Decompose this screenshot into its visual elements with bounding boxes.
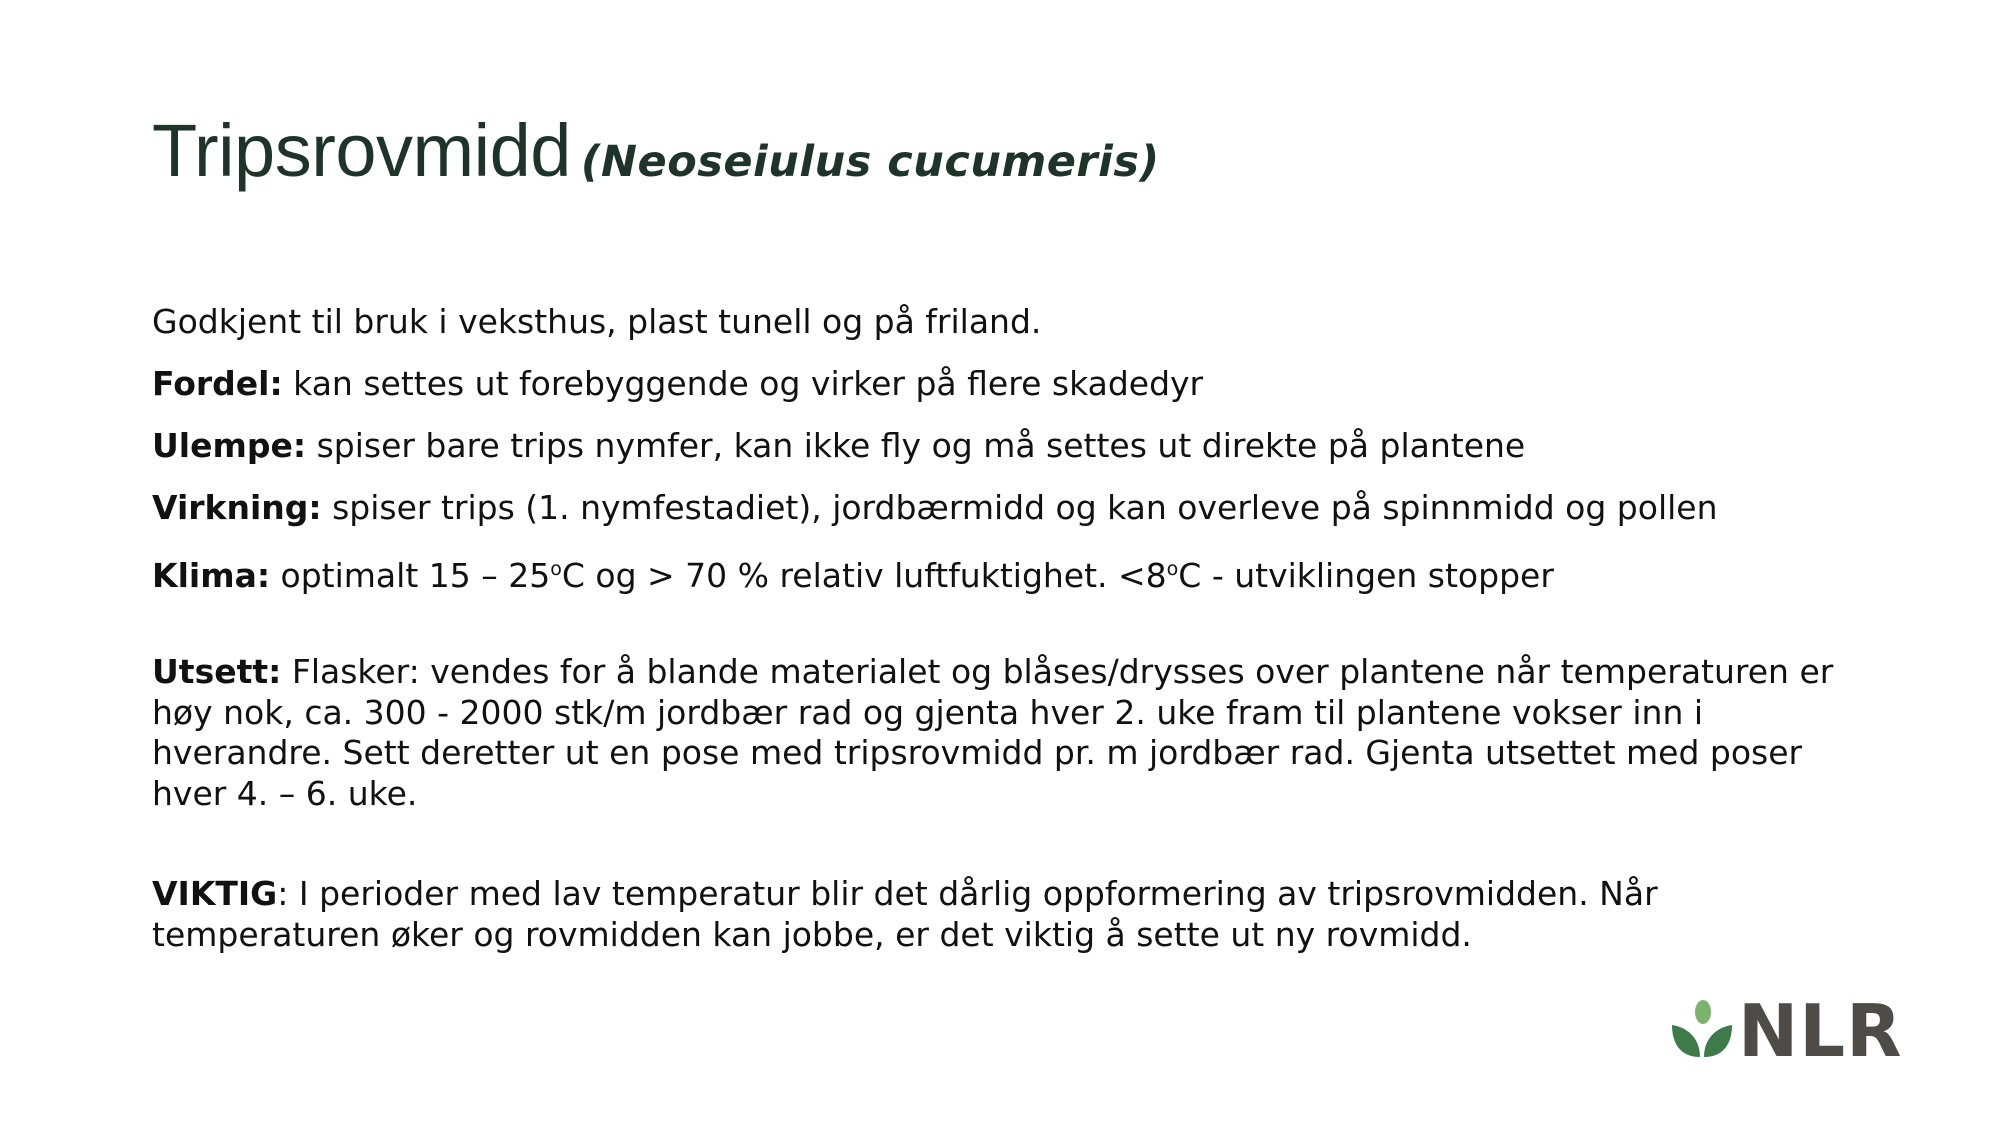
leaf-icon xyxy=(1670,999,1734,1063)
disadvantage-text: spiser bare trips nymfer, kan ikke fly og må settes ut direkte på plantene xyxy=(306,426,1526,465)
degree-symbol: o xyxy=(550,558,562,580)
important-text: : I perioder med lav temperatur blir det dårlig oppformering av tripsrovmidden. Når temperaturen øker og rovmidden kan jobbe, er det viktig å sette ut ny rovmidd. xyxy=(152,874,1658,954)
title-latin-name: (Neoseiulus cucumeris) xyxy=(580,137,1160,187)
important-paragraph xyxy=(152,874,1872,955)
leaf-top xyxy=(1695,1000,1711,1024)
leaf-left xyxy=(1672,1025,1700,1057)
climate-label: Klima: xyxy=(152,556,271,595)
page-title xyxy=(152,108,1160,193)
title-common-name: Tripsrovmidd xyxy=(152,109,571,192)
effect-line xyxy=(152,488,1718,528)
disadvantage-label: Ulempe: xyxy=(152,426,307,465)
important-label: VIKTIG xyxy=(152,874,278,913)
advantage-text: kan settes ut forebyggende og virker på flere skadedyr xyxy=(282,364,1204,403)
degree-symbol: o xyxy=(1166,558,1179,580)
leaf-right xyxy=(1704,1025,1732,1057)
climate-text-3: C - utviklingen stopper xyxy=(1178,556,1554,595)
effect-label: Virkning: xyxy=(152,488,322,527)
approval-line xyxy=(152,302,1041,342)
advantage-label: Fordel: xyxy=(152,364,283,403)
disadvantage-line xyxy=(152,426,1525,466)
climate-line xyxy=(152,549,1554,596)
release-text: Flasker: vendes for å blande materialet og blåses/drysses over plantene når temperaturen er høy nok, ca. 300 - 2000 stk/m jordbær rad og gjenta hver 2. uke fram til plantene vokser inn i hverandre. Sett deretter ut en pose med tripsrovmidd pr. m jordbær rad. Gjenta utsettet med poser hver 4. – 6. uke. xyxy=(152,652,1834,813)
release-paragraph xyxy=(152,652,1872,814)
nlr-logo xyxy=(1670,989,1903,1073)
climate-text-2: C og > 70 % relativ luftfuktighet. <8 xyxy=(561,556,1167,595)
advantage-line xyxy=(152,364,1203,404)
climate-text-1: optimalt 15 – 25 xyxy=(270,556,551,595)
approval-text: Godkjent til bruk i veksthus, plast tunell og på friland. xyxy=(152,302,1042,341)
logo-text: NLR xyxy=(1738,989,1903,1073)
effect-text: spiser trips (1. nymfestadiet), jordbærmidd og kan overleve på spinnmidd og pollen xyxy=(321,488,1718,527)
release-label: Utsett: xyxy=(152,652,282,691)
